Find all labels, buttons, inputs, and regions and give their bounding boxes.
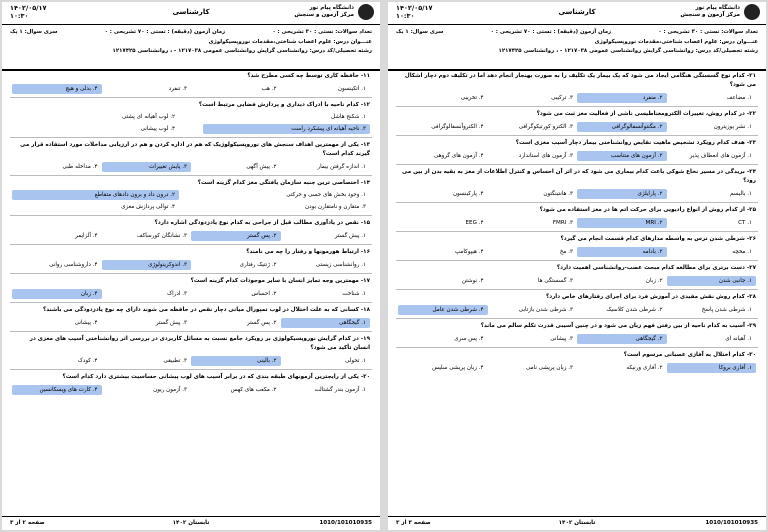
options-row bbox=[398, 122, 756, 132]
answer-option[interactable]: ۳. هانتینگتون bbox=[543, 191, 573, 197]
question-text: ۲۹- آسیب به کدام ناحیه از بین رفتن فهم زبان می شود و در چنین آسیبی قدرت تکلم سالم می ماند؟ bbox=[480, 323, 756, 329]
answer-option[interactable]: ۴. پس سری bbox=[454, 336, 484, 342]
question-item bbox=[2, 219, 380, 241]
question-item bbox=[2, 277, 380, 299]
answer-option[interactable]: ۴. کودک bbox=[77, 358, 98, 364]
options-row bbox=[12, 318, 370, 328]
question-divider bbox=[396, 315, 758, 319]
answer-option[interactable]: ۳. آزمون ریون bbox=[153, 387, 187, 393]
question-item bbox=[388, 293, 766, 315]
answer-option-highlighted[interactable]: ۲. مگنتوآنسفالوگرافی bbox=[577, 122, 667, 132]
answer-option[interactable]: ۲. لوب آهیانه ای پشتی bbox=[121, 114, 175, 120]
term-label: تابستان ۱۴۰۲ bbox=[558, 520, 596, 526]
answer-option[interactable]: ۴. تخریبی bbox=[460, 95, 484, 101]
options-row bbox=[398, 305, 756, 315]
answer-option[interactable]: ۱. شکنج هاشل bbox=[330, 114, 366, 120]
question-item bbox=[388, 168, 766, 199]
question-item bbox=[388, 264, 766, 286]
answer-option[interactable]: ۴. پیشانی bbox=[74, 320, 98, 326]
answer-option[interactable]: ۱. مضاعف bbox=[726, 95, 752, 101]
answer-option-highlighted[interactable]: ۱. آفازی بروکا bbox=[667, 363, 757, 373]
question-divider bbox=[396, 257, 758, 261]
answer-option[interactable]: ۱. مخچه bbox=[732, 249, 752, 255]
question-divider bbox=[396, 199, 758, 203]
question-item bbox=[388, 235, 766, 257]
answer-option-highlighted[interactable]: ۲. پس گستر bbox=[191, 231, 281, 241]
answer-option[interactable]: ۴. الکتروآنسفالوگرافی bbox=[431, 124, 484, 130]
answer-option[interactable]: ۳. زبان پریشی نامی bbox=[526, 365, 573, 371]
question-divider bbox=[10, 299, 372, 303]
question-list bbox=[2, 72, 380, 516]
center-text: مرکز آزمون و سنجش bbox=[680, 12, 740, 18]
question-text: ۳۰- کدام اختلال به آفازی عصبانی مرسوم است؟ bbox=[623, 352, 756, 358]
answer-option-highlighted[interactable]: ۴. بدلی و هیچ bbox=[12, 84, 102, 94]
question-text: ۱۶- ارتباط هورمونها و رفتار را چه می نامند؟ bbox=[246, 249, 370, 255]
options-row bbox=[12, 231, 370, 241]
question-text: ۲۲- در کدام روش، تغییرات الکترومغناطیسی ناشی از فعالیت مغز ثبت می شود؟ bbox=[536, 111, 756, 117]
answer-option[interactable]: ۳. نشانگان کورساکف bbox=[136, 233, 187, 239]
options-row bbox=[12, 162, 370, 172]
date-text: ۱۴۰۲/۰۵/۱۷ bbox=[10, 4, 47, 12]
answer-option[interactable]: ۲. پیش آگهی bbox=[246, 164, 277, 170]
question-item bbox=[2, 101, 380, 134]
answer-option[interactable]: ۲. پس گستر bbox=[247, 320, 277, 326]
answer-option[interactable]: ۲. ژنتیک رفتاری bbox=[239, 262, 277, 268]
question-text: ۱۱- حافظه کاری توسط چه کسی مطرح شد؟ bbox=[247, 73, 370, 79]
answer-option[interactable]: ۲. مکعب های کهس bbox=[230, 387, 277, 393]
answer-option[interactable]: ۳. ترکیبی bbox=[551, 95, 573, 101]
exam-code: 1010/101010935 bbox=[705, 520, 758, 526]
university-logo-icon bbox=[358, 4, 374, 20]
answer-option[interactable]: ۱. بالیسم bbox=[730, 191, 752, 197]
answer-option[interactable]: ۴. آلزایمر bbox=[75, 233, 98, 239]
question-item bbox=[2, 72, 380, 94]
answer-option[interactable]: ۴. EEG bbox=[465, 220, 484, 226]
question-divider bbox=[10, 241, 372, 245]
question-item bbox=[2, 179, 380, 212]
answer-option[interactable]: ۲. آفازی ورنیکه bbox=[626, 365, 663, 371]
answer-option[interactable]: ۳. FMRI bbox=[552, 220, 573, 226]
answer-option-highlighted[interactable]: ۴. شرطی شدن عامل bbox=[398, 305, 488, 315]
question-text: ۲۰- یکی از رایجترین آزمونهای طبقه بندی که در برابر آسیب های لوب پیشانی حساسیت بیشتری دارد کدام است؟ bbox=[62, 374, 370, 380]
options-row bbox=[398, 151, 756, 161]
question-text: ۱۳- یکی از مهمترین اهداف سنجش های نوروپسیکولوژیک که هم در اداره کردن و هم در ارزیابی مداخلات مورد استفاده قرار می گیرند کدام است؟ bbox=[20, 142, 370, 157]
time-text: ۱۰:۳۰ bbox=[10, 12, 29, 20]
question-count: تعداد سوالات: تستی : ۳۰ تشریحی : ۰ bbox=[658, 29, 758, 35]
question-item bbox=[2, 306, 380, 328]
question-text: ۲۱- کدام نوع گسستگی هنگامی ایجاد می شود که یک بیمار یک تکلیف را به صورت بهنجار انجام دهد اما در تکلیف دوم دچار اشکال می شود؟ bbox=[404, 73, 756, 88]
answer-option[interactable]: ۴. مداخله طبی bbox=[62, 164, 98, 170]
answer-option[interactable]: ۴. توالی پردازش مغزی bbox=[121, 204, 175, 210]
answer-option-highlighted[interactable]: ۲. آزمون های متناسب bbox=[577, 151, 667, 161]
page-header bbox=[2, 2, 380, 25]
answer-option[interactable]: ۴. زبان پریشی سلیس bbox=[432, 365, 484, 371]
answer-option[interactable]: ۴. هیپوکامپ bbox=[454, 249, 484, 255]
question-text: ۲۵- از کدام روش از انواع رادیویی برای حرکت اتم ها در مغز استفاده می شود؟ bbox=[539, 207, 756, 213]
info-row bbox=[10, 28, 372, 38]
answer-option[interactable]: ۱. CT bbox=[738, 220, 752, 226]
question-divider bbox=[10, 134, 372, 138]
question-text: ۲۳- هدف کدام رویکرد تشخیص ماهیت نقایص روانشناختی بیمار دچار آسیب مغزی است؟ bbox=[515, 140, 756, 146]
options-row bbox=[12, 385, 370, 395]
options-row bbox=[398, 363, 756, 373]
question-text: ۱۷- مهمترین وجه تمایز انسان با سایر موجودات کدام گزینه است؟ bbox=[190, 278, 370, 284]
answer-option[interactable]: ۲. احساس bbox=[251, 291, 277, 297]
options-row bbox=[12, 84, 370, 94]
degree-title: کارشناسی bbox=[558, 8, 596, 16]
answer-option[interactable]: ۳. گسستگی ها bbox=[537, 278, 573, 284]
answer-option-highlighted[interactable]: ۲. بادامه bbox=[577, 247, 667, 257]
answer-option[interactable]: ۱. شناخت bbox=[342, 291, 366, 297]
question-divider bbox=[396, 286, 758, 290]
question-divider bbox=[396, 344, 758, 348]
info-row bbox=[396, 28, 758, 38]
answer-option-highlighted[interactable]: ۳. ناحیه آهیانه ای پیشکرد راست bbox=[203, 124, 370, 134]
answer-option[interactable]: ۳. شرطی شدن بازتابی bbox=[518, 307, 573, 313]
options-row bbox=[12, 190, 370, 212]
page-header bbox=[388, 2, 766, 25]
question-item bbox=[388, 351, 766, 373]
question-divider bbox=[396, 228, 758, 232]
time-limit: زمان آزمون (دقیقه) : تستی : ۷۰ تشریحی : ۰ bbox=[490, 29, 612, 35]
answer-option-highlighted[interactable]: ۴. کارت های ویسکانسین bbox=[12, 385, 102, 395]
answer-option[interactable]: ۳. ادراک bbox=[167, 291, 187, 297]
page-number: صفحه ۲ از ۳ bbox=[10, 520, 45, 526]
field-code: رشته تحصیلی/کد درس: روانشناسی گرایش روانشناسی عمومی ۱۲۱۷۰۳۸ - ، روانشناسی ۱۲۱۷۴۲۵ bbox=[498, 48, 758, 54]
question-divider bbox=[10, 172, 372, 176]
answer-option[interactable]: ۱. تحولی bbox=[345, 358, 366, 364]
page-footer bbox=[388, 516, 766, 530]
question-text: ۲۴- بریدگی در مسیر نخاع شوکی باعث کدام بیماری می شود که در اثر آن احساس و کنترل اطلاعات از مغز به بقیه بدن از بین می رود؟ bbox=[402, 169, 756, 184]
question-item bbox=[2, 141, 380, 172]
answer-option[interactable]: ۴. پارکینسون bbox=[452, 191, 484, 197]
field-code: رشته تحصیلی/کد درس: روانشناسی گرایش روانشناسی عمومی ۱۲۱۷۰۳۸ - ، روانشناسی ۱۲۱۷۴۲۵ bbox=[112, 48, 372, 54]
exam-info bbox=[2, 25, 380, 71]
question-item bbox=[2, 335, 380, 366]
answer-option[interactable]: ۱. اندازه گرفتن بیمار bbox=[317, 164, 366, 170]
options-row bbox=[398, 189, 756, 199]
exam-page-3 bbox=[388, 2, 766, 530]
options-row bbox=[398, 334, 756, 344]
answer-option[interactable]: ۳. آزمون های استاندارد bbox=[518, 153, 573, 159]
question-text: ۲۸- کدام روش نقش مفیدی در آموزش فرد برای اجرای رفتارهای خاص دارد؟ bbox=[545, 294, 756, 300]
question-item bbox=[388, 110, 766, 132]
course-title: عنـــوان درس: علوم اعصاب شناختی،مقدمات نوروپسیکولوژی bbox=[594, 38, 758, 45]
question-count: تعداد سوالات: تستی : ۳۰ تشریحی : ۰ bbox=[272, 29, 372, 35]
answer-option-highlighted[interactable]: ۱. جانبی شدن bbox=[667, 276, 757, 286]
answer-option-highlighted[interactable]: ۲. MRI bbox=[577, 218, 667, 228]
question-divider bbox=[10, 94, 372, 98]
question-divider bbox=[10, 212, 372, 216]
question-text: ۱۵- نقص در یادآوری مطالب قبل از جراحی به کدام نوع یادزدودگی اشاره دارد؟ bbox=[154, 220, 370, 226]
answer-option[interactable]: ۳. الکترو کورتیکوگرافی bbox=[518, 124, 573, 130]
degree-title: کارشناسی bbox=[172, 8, 210, 16]
page-footer bbox=[2, 516, 380, 530]
center-text: مرکز آزمون و سنجش bbox=[294, 12, 354, 18]
page-number: صفحه ۳ از ۳ bbox=[396, 520, 431, 526]
question-item bbox=[2, 373, 380, 395]
university-text: دانشگاه پیام نور bbox=[309, 5, 354, 11]
answer-option[interactable]: ۲. شرطی شدن کلاسیک bbox=[606, 307, 663, 313]
answer-option[interactable]: ۳. پیشانی bbox=[550, 336, 573, 342]
answer-option[interactable]: ۱. اتکینسون bbox=[337, 86, 366, 92]
answer-option[interactable]: ۴. آزمون های گروهی bbox=[434, 153, 484, 159]
answer-option[interactable]: ۳. پیش گستر bbox=[155, 320, 187, 326]
answer-option[interactable]: ۳. متقارن و نامتقارن بودن bbox=[305, 204, 366, 210]
question-divider bbox=[10, 270, 372, 274]
options-row bbox=[398, 276, 756, 286]
options-row bbox=[12, 356, 370, 366]
time-limit: زمان آزمون (دقیقه) : تستی : ۷۰ تشریحی : ۰ bbox=[104, 29, 226, 35]
question-divider bbox=[396, 103, 758, 107]
answer-option[interactable]: ۱. وجود بخش های حسی و حرکتی bbox=[286, 192, 366, 198]
options-row bbox=[398, 247, 756, 257]
answer-option-highlighted[interactable]: ۲. پارایلژی bbox=[577, 189, 667, 199]
time-text: ۱۰:۳۰ bbox=[396, 12, 415, 20]
question-item bbox=[388, 322, 766, 344]
answer-option[interactable]: ۴. نوشتن bbox=[461, 278, 484, 284]
answer-option[interactable]: ۱. آهیانه ای bbox=[725, 336, 752, 342]
options-row bbox=[398, 93, 756, 103]
answer-option-highlighted[interactable]: ۲. بالینی bbox=[191, 356, 281, 366]
question-text: ۱۲- کدام ناحیه با ادراک دیداری و پردازش فضایی مرتبط است؟ bbox=[198, 102, 370, 108]
answer-option[interactable]: ۳. مخ bbox=[559, 249, 573, 255]
answer-option[interactable]: ۳. تنفرد bbox=[168, 86, 187, 92]
answer-option[interactable]: ۴. داروشناسی روانی bbox=[49, 262, 98, 268]
question-series: سری سوال: ۱ یک bbox=[10, 29, 58, 35]
options-row bbox=[12, 260, 370, 270]
answer-option[interactable]: ۱. نشر پوزیترون bbox=[713, 124, 752, 130]
answer-option-highlighted[interactable]: ۲. گیجگاهی bbox=[577, 334, 667, 344]
university-text: دانشگاه پیام نور bbox=[695, 5, 740, 11]
question-text: ۲۷- دست برتری برای مطالعه کدام مبحث عصب-روانشناسی اهمیت دارد؟ bbox=[556, 265, 756, 271]
exam-page-2 bbox=[2, 2, 380, 530]
question-item bbox=[388, 72, 766, 103]
university-logo-icon bbox=[744, 4, 760, 20]
question-divider bbox=[10, 366, 372, 370]
answer-option-highlighted[interactable]: ۳. اندوکرینولوژی bbox=[102, 260, 192, 270]
options-row bbox=[12, 289, 370, 299]
options-row bbox=[12, 112, 370, 134]
options-row bbox=[398, 218, 756, 228]
question-item bbox=[388, 139, 766, 161]
answer-option[interactable]: ۱. آزمون بندر گشتالت bbox=[314, 387, 366, 393]
question-text: ۲۶- شرطی شدن ترس به واسطه مدارهای کدام قسمت انجام می گیرد؟ bbox=[560, 236, 756, 242]
answer-option-highlighted[interactable]: ۳. پایش تغییرات bbox=[102, 162, 192, 172]
question-divider bbox=[10, 328, 372, 332]
date-text: ۱۴۰۲/۰۵/۱۷ bbox=[396, 4, 433, 12]
university-name bbox=[680, 5, 740, 19]
answer-option-highlighted[interactable]: ۲. منفرد bbox=[577, 93, 667, 103]
question-item bbox=[388, 206, 766, 228]
question-item bbox=[2, 248, 380, 270]
course-title: عنـــوان درس: علوم اعصاب شناختی،مقدمات نوروپسیکولوژی bbox=[208, 38, 372, 45]
answer-option[interactable]: ۱. آزمون های انعطاف پذیر bbox=[689, 153, 752, 159]
answer-option[interactable]: ۴. لوب پیشانی bbox=[140, 126, 175, 132]
term-label: تابستان ۱۴۰۲ bbox=[172, 520, 210, 526]
question-text: ۱۴- اختصاصی ترین جنبه سازمان یافتگی مغز کدام گزینه است؟ bbox=[197, 180, 370, 186]
answer-option-highlighted[interactable]: ۲. درون داد و برون دادهای متقاطع bbox=[12, 190, 179, 200]
answer-option[interactable]: ۱. شرطی شدن پاسخ bbox=[701, 307, 752, 313]
answer-option-highlighted[interactable]: ۱. گیجگاهی bbox=[281, 318, 371, 328]
answer-option[interactable]: ۲. هب bbox=[261, 86, 277, 92]
question-series: سری سوال: ۱ یک bbox=[396, 29, 444, 35]
exam-info bbox=[388, 25, 766, 71]
question-text: ۱۸- کسانی که به علت اختلال در لوب تمپورال میانی دچار نقص در حافظه می شوند دارای چه نوع یادزدودگی می باشند؟ bbox=[42, 307, 370, 313]
answer-option[interactable]: ۳. تطبیقی bbox=[163, 358, 187, 364]
question-text: ۱۹- در کدام گرایش نوروپسیکولوژی بر رویکرد جامع نسبت به مسائل کاربردی در بررسی اثر روانشناختی آسیب های مغزی در انسان تأکید می شود؟ bbox=[29, 336, 370, 351]
answer-option[interactable]: ۱. روانشناسی زیستی bbox=[315, 262, 366, 268]
university-name bbox=[294, 5, 354, 19]
answer-option[interactable]: ۲. زبان bbox=[645, 278, 663, 284]
answer-option[interactable]: ۱. پیش گستر bbox=[334, 233, 366, 239]
question-divider bbox=[396, 132, 758, 136]
question-divider bbox=[396, 161, 758, 165]
answer-option-highlighted[interactable]: ۴. زبان bbox=[12, 289, 102, 299]
question-list bbox=[388, 72, 766, 516]
exam-code: 1010/101010935 bbox=[319, 520, 372, 526]
